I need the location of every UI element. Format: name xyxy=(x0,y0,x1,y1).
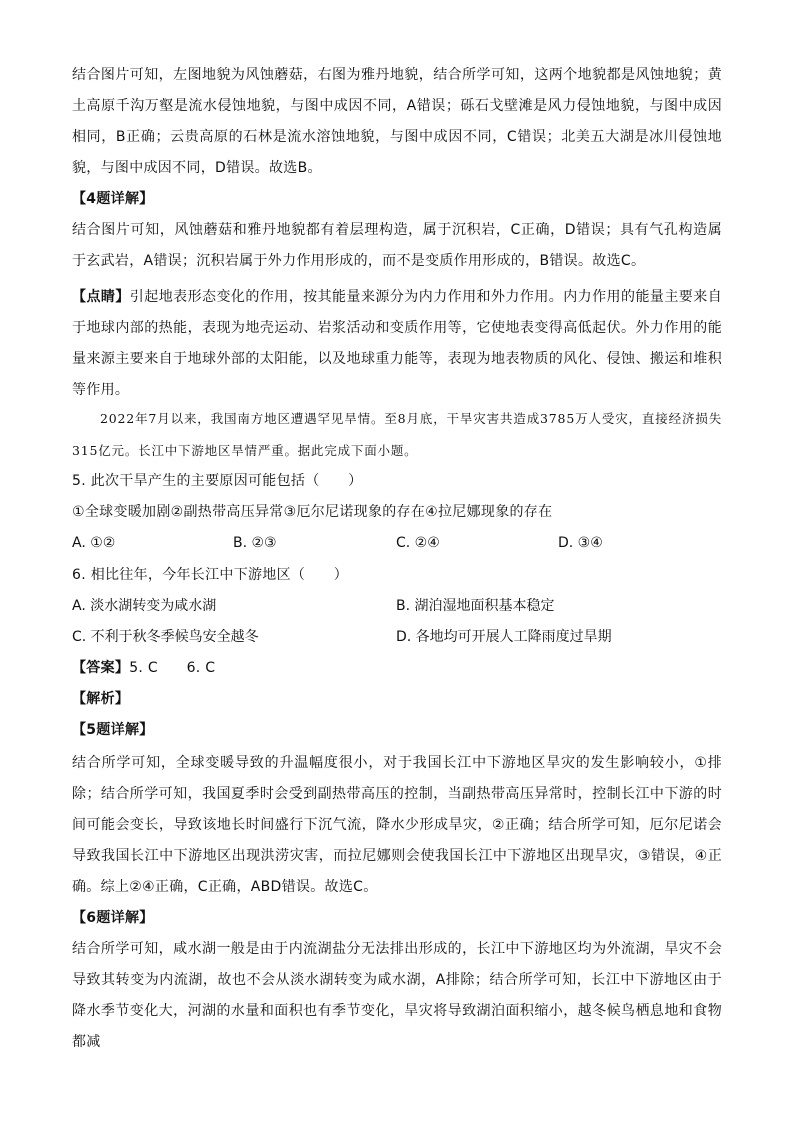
analysis-q3-continued: 结合图片可知，左图地貌为风蚀蘑菇，右图为雅丹地貌，结合所学可知，这两个地貌都是风蚀地貌；黄土高原千沟万壑是流水侵蚀地貌，与图中成因不同，A错误；砾石戈壁滩是风力侵蚀地貌，与图中成因相同，B正确；云贵高原的石林是流水溶蚀地貌，与图中成因不同，C错误；北美五大湖是冰川侵蚀地貌，与图中成因不同，D错误。故选B。 xyxy=(72,67,722,176)
dianjing-paragraph xyxy=(72,282,722,406)
q6-detail-heading: 【6题详解】 xyxy=(72,910,154,926)
q5-statements: ①全球变暖加剧②副热带高压异常③厄尔尼诺现象的存在④拉尼娜现象的存在 xyxy=(72,504,553,520)
q6-stem: 6. 相比往年，今年长江中下游地区（ ） xyxy=(72,567,349,583)
q5-option-c: C. ②④ xyxy=(396,535,440,551)
q5-option-b: B. ②③ xyxy=(233,535,277,551)
q4-detail-heading: 【4题详解】 xyxy=(72,191,154,207)
q6-option-b: B. 湖泊湿地面积基本稳定 xyxy=(396,598,555,614)
q4-detail-text: 结合图片可知，风蚀蘑菇和雅丹地貌都有着层理构造，属于沉积岩，C正确，D错误；具有气孔构造属于玄武岩，A错误；沉积岩属于外力作用形成的，而不是变质作用形成的，B错误。故选C。 xyxy=(72,222,722,269)
dianjing-text: 引起地表形态变化的作用，按其能量来源分为内力作用和外力作用。内力作用的能量主要来自于地球内部的热能，表现为地壳运动、岩浆活动和变质作用等，它使地表变得高低起伏。外力作用的能量来源主要来自于地球外部的太阳能，以及地球重力能等，表现为地表物质的风化、侵蚀、搬运和堆积等作用。 xyxy=(72,289,722,398)
q6-option-a: A. 淡水湖转变为咸水湖 xyxy=(72,598,217,614)
q6-option-d: D. 各地均可开展人工降雨度过旱期 xyxy=(396,629,612,645)
analysis-heading: 【解析】 xyxy=(72,691,130,707)
q6-detail-text: 结合所学可知，咸水湖一般是由于内流湖盐分无法排出形成的，长江中下游地区均为外流湖，旱灾不会导致其转变为内流湖，故也不会从淡水湖转变为咸水湖，A排除；结合所学可知，长江中下游地区由于降水季节变化大，河湖的水量和面积也有季节变化，旱灾将导致湖泊面积缩小，越冬候鸟栖息地和食物都减 xyxy=(72,941,722,1050)
q5-stem: 5. 此次干旱产生的主要原因可能包括（ ） xyxy=(72,473,363,489)
answer-text: 5. C 6. C xyxy=(129,660,216,676)
dianjing-label: 【点睛】 xyxy=(72,289,130,305)
q5-detail-text: 结合所学可知，全球变暖导致的升温幅度很小，对于我国长江中下游地区旱灾的发生影响较小，①排除；结合所学可知，我国夏季时会受到副热带高压的控制，当副热带高压异常时，控制长江中下游的时间可能会变长，导致该地长时间盛行下沉气流，降水少形成旱灾，②正确；结合所学可知，厄尔尼诺会导致我国长江中下游地区出现洪涝灾害，而拉尼娜则会使我国长江中下游地区出现旱灾，③错误，④正确。综上②④正确，C正确，ABD错误。故选C。 xyxy=(72,755,722,895)
q5-option-d: D. ③④ xyxy=(558,535,603,551)
answer-label: 【答案】 xyxy=(72,660,130,676)
answer-line xyxy=(72,653,722,684)
question-material: 2022年7月以来，我国南方地区遭遇罕见旱情。至8月底，干旱灾害共造成3785万人受灾，直接经济损失315亿元。长江中下游地区旱情严重。据此完成下面小题。 xyxy=(72,411,722,458)
q5-detail-heading: 【5题详解】 xyxy=(72,722,154,738)
q5-option-a: A. ①② xyxy=(72,535,116,551)
q6-option-c: C. 不利于秋冬季候鸟安全越冬 xyxy=(72,629,259,645)
